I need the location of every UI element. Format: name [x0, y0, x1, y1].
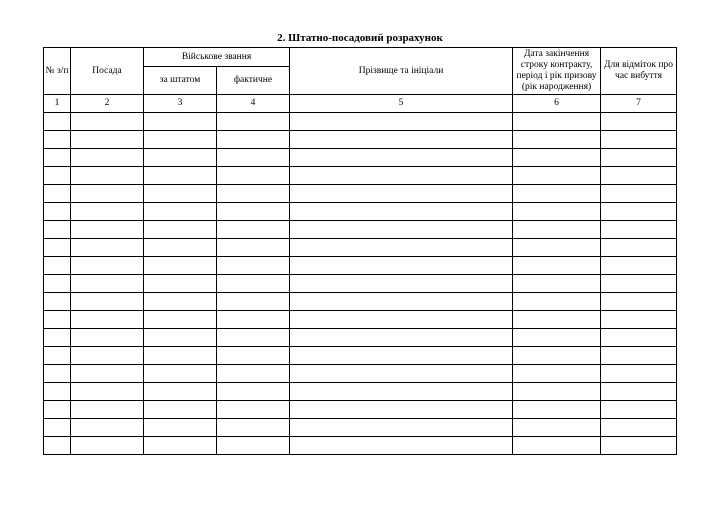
- table-cell: [217, 347, 290, 365]
- table-cell: [144, 401, 217, 419]
- table-cell: [44, 293, 71, 311]
- column-number: 5: [290, 95, 513, 113]
- table-row: [44, 257, 677, 275]
- table-cell: [144, 167, 217, 185]
- table-cell: [290, 419, 513, 437]
- table-cell: [290, 383, 513, 401]
- table-cell: [601, 149, 677, 167]
- table-row: [44, 275, 677, 293]
- table-cell: [290, 311, 513, 329]
- table-row: [44, 149, 677, 167]
- table-cell: [513, 167, 601, 185]
- table-cell: [44, 365, 71, 383]
- table-cell: [290, 293, 513, 311]
- table-cell: [44, 437, 71, 455]
- table-cell: [290, 275, 513, 293]
- table-cell: [71, 221, 144, 239]
- table-cell: [513, 293, 601, 311]
- table-cell: [44, 329, 71, 347]
- header-notes: Для відміток про час вибуття: [601, 48, 677, 95]
- header-rank-group: Військове звання: [144, 48, 290, 67]
- table-cell: [601, 203, 677, 221]
- table-cell: [71, 365, 144, 383]
- header-position: Посада: [71, 48, 144, 95]
- table-cell: [513, 185, 601, 203]
- table-cell: [290, 329, 513, 347]
- table-cell: [217, 437, 290, 455]
- table-cell: [601, 275, 677, 293]
- table-cell: [513, 149, 601, 167]
- table-row: [44, 185, 677, 203]
- table-cell: [44, 275, 71, 293]
- table-row: [44, 347, 677, 365]
- header-number: № з/п: [44, 48, 71, 95]
- table-cell: [144, 419, 217, 437]
- staffing-table: [43, 47, 677, 455]
- table-cell: [513, 239, 601, 257]
- table-cell: [44, 221, 71, 239]
- table-cell: [71, 401, 144, 419]
- table-cell: [144, 347, 217, 365]
- table-cell: [290, 167, 513, 185]
- table-row: [44, 419, 677, 437]
- table-cell: [513, 347, 601, 365]
- table-cell: [290, 257, 513, 275]
- table-cell: [217, 383, 290, 401]
- column-number: 3: [144, 95, 217, 113]
- table-row: [44, 239, 677, 257]
- table-cell: [601, 383, 677, 401]
- header-name: Прізвище та ініціали: [290, 48, 513, 95]
- table-cell: [71, 329, 144, 347]
- table-cell: [217, 401, 290, 419]
- table-row: [44, 167, 677, 185]
- table-cell: [601, 293, 677, 311]
- table-cell: [290, 401, 513, 419]
- table-cell: [144, 437, 217, 455]
- table-cell: [144, 275, 217, 293]
- table-row: [44, 401, 677, 419]
- table-cell: [71, 437, 144, 455]
- table-cell: [513, 437, 601, 455]
- table-cell: [44, 185, 71, 203]
- table-cell: [513, 365, 601, 383]
- table-body: [44, 113, 677, 455]
- table-cell: [71, 131, 144, 149]
- column-number: 7: [601, 95, 677, 113]
- table-cell: [71, 275, 144, 293]
- table-cell: [601, 437, 677, 455]
- table-cell: [217, 365, 290, 383]
- table-cell: [601, 167, 677, 185]
- table-cell: [217, 167, 290, 185]
- table-cell: [513, 311, 601, 329]
- table-cell: [290, 131, 513, 149]
- table-row: [44, 221, 677, 239]
- table-cell: [44, 383, 71, 401]
- table-cell: [44, 347, 71, 365]
- column-number: 2: [71, 95, 144, 113]
- table-row: [44, 203, 677, 221]
- table-cell: [44, 131, 71, 149]
- table-cell: [513, 203, 601, 221]
- table-row: [44, 311, 677, 329]
- table-cell: [71, 113, 144, 131]
- table-cell: [144, 203, 217, 221]
- table-cell: [513, 329, 601, 347]
- table-cell: [601, 401, 677, 419]
- table-cell: [71, 185, 144, 203]
- table-cell: [44, 239, 71, 257]
- table-cell: [44, 203, 71, 221]
- table-cell: [71, 383, 144, 401]
- table-cell: [71, 167, 144, 185]
- table-cell: [144, 365, 217, 383]
- table-cell: [601, 239, 677, 257]
- table-cell: [71, 239, 144, 257]
- table-cell: [71, 419, 144, 437]
- table-cell: [217, 221, 290, 239]
- table-cell: [71, 347, 144, 365]
- table-cell: [601, 131, 677, 149]
- table-cell: [513, 275, 601, 293]
- table-row: [44, 365, 677, 383]
- table-cell: [144, 239, 217, 257]
- table-cell: [144, 149, 217, 167]
- table-cell: [217, 293, 290, 311]
- table-cell: [513, 383, 601, 401]
- table-cell: [513, 113, 601, 131]
- table-cell: [71, 149, 144, 167]
- table-cell: [44, 401, 71, 419]
- table-cell: [217, 275, 290, 293]
- table-row: [44, 131, 677, 149]
- table-cell: [601, 419, 677, 437]
- table-cell: [71, 257, 144, 275]
- table-cell: [601, 113, 677, 131]
- table-row: [44, 329, 677, 347]
- table-cell: [290, 185, 513, 203]
- table-cell: [513, 131, 601, 149]
- column-number: 4: [217, 95, 290, 113]
- table-cell: [144, 221, 217, 239]
- table-cell: [144, 185, 217, 203]
- table-cell: [44, 113, 71, 131]
- table-cell: [601, 347, 677, 365]
- table-cell: [44, 311, 71, 329]
- table-cell: [290, 149, 513, 167]
- table-cell: [513, 221, 601, 239]
- header-rank-actual: фактичне: [217, 67, 290, 95]
- table-row: [44, 113, 677, 131]
- table-cell: [217, 257, 290, 275]
- table-cell: [601, 257, 677, 275]
- table-cell: [290, 221, 513, 239]
- table-cell: [217, 311, 290, 329]
- table-cell: [144, 383, 217, 401]
- table-cell: [144, 293, 217, 311]
- table-row: [44, 437, 677, 455]
- column-number-row: [44, 95, 677, 113]
- table-cell: [217, 149, 290, 167]
- table-cell: [513, 419, 601, 437]
- table-cell: [601, 185, 677, 203]
- table-cell: [217, 113, 290, 131]
- table-cell: [71, 203, 144, 221]
- table-cell: [513, 401, 601, 419]
- table-cell: [290, 365, 513, 383]
- table-row: [44, 293, 677, 311]
- table-cell: [601, 329, 677, 347]
- table-cell: [144, 329, 217, 347]
- column-number: 6: [513, 95, 601, 113]
- table-cell: [144, 257, 217, 275]
- table-cell: [217, 131, 290, 149]
- table-cell: [71, 293, 144, 311]
- table-cell: [44, 149, 71, 167]
- table-cell: [71, 311, 144, 329]
- table-cell: [601, 221, 677, 239]
- table-cell: [290, 239, 513, 257]
- column-number: 1: [44, 95, 71, 113]
- table-cell: [290, 347, 513, 365]
- table-cell: [144, 131, 217, 149]
- table-cell: [44, 419, 71, 437]
- table-cell: [144, 311, 217, 329]
- table-cell: [217, 329, 290, 347]
- table-cell: [44, 257, 71, 275]
- table-cell: [601, 311, 677, 329]
- table-cell: [217, 185, 290, 203]
- table-cell: [44, 167, 71, 185]
- table-cell: [601, 365, 677, 383]
- table-cell: [513, 257, 601, 275]
- table-cell: [217, 203, 290, 221]
- table-cell: [217, 419, 290, 437]
- table-row: [44, 383, 677, 401]
- header-contract-date: Дата закінчення строку контракту, період і рік призову (рік народження): [513, 48, 601, 95]
- table-cell: [290, 437, 513, 455]
- header-rank-by-staff: за штатом: [144, 67, 217, 95]
- table-cell: [290, 113, 513, 131]
- table-cell: [144, 113, 217, 131]
- page-title: 2. Штатно-посадовий розрахунок: [277, 32, 443, 44]
- table-cell: [217, 239, 290, 257]
- table-cell: [290, 203, 513, 221]
